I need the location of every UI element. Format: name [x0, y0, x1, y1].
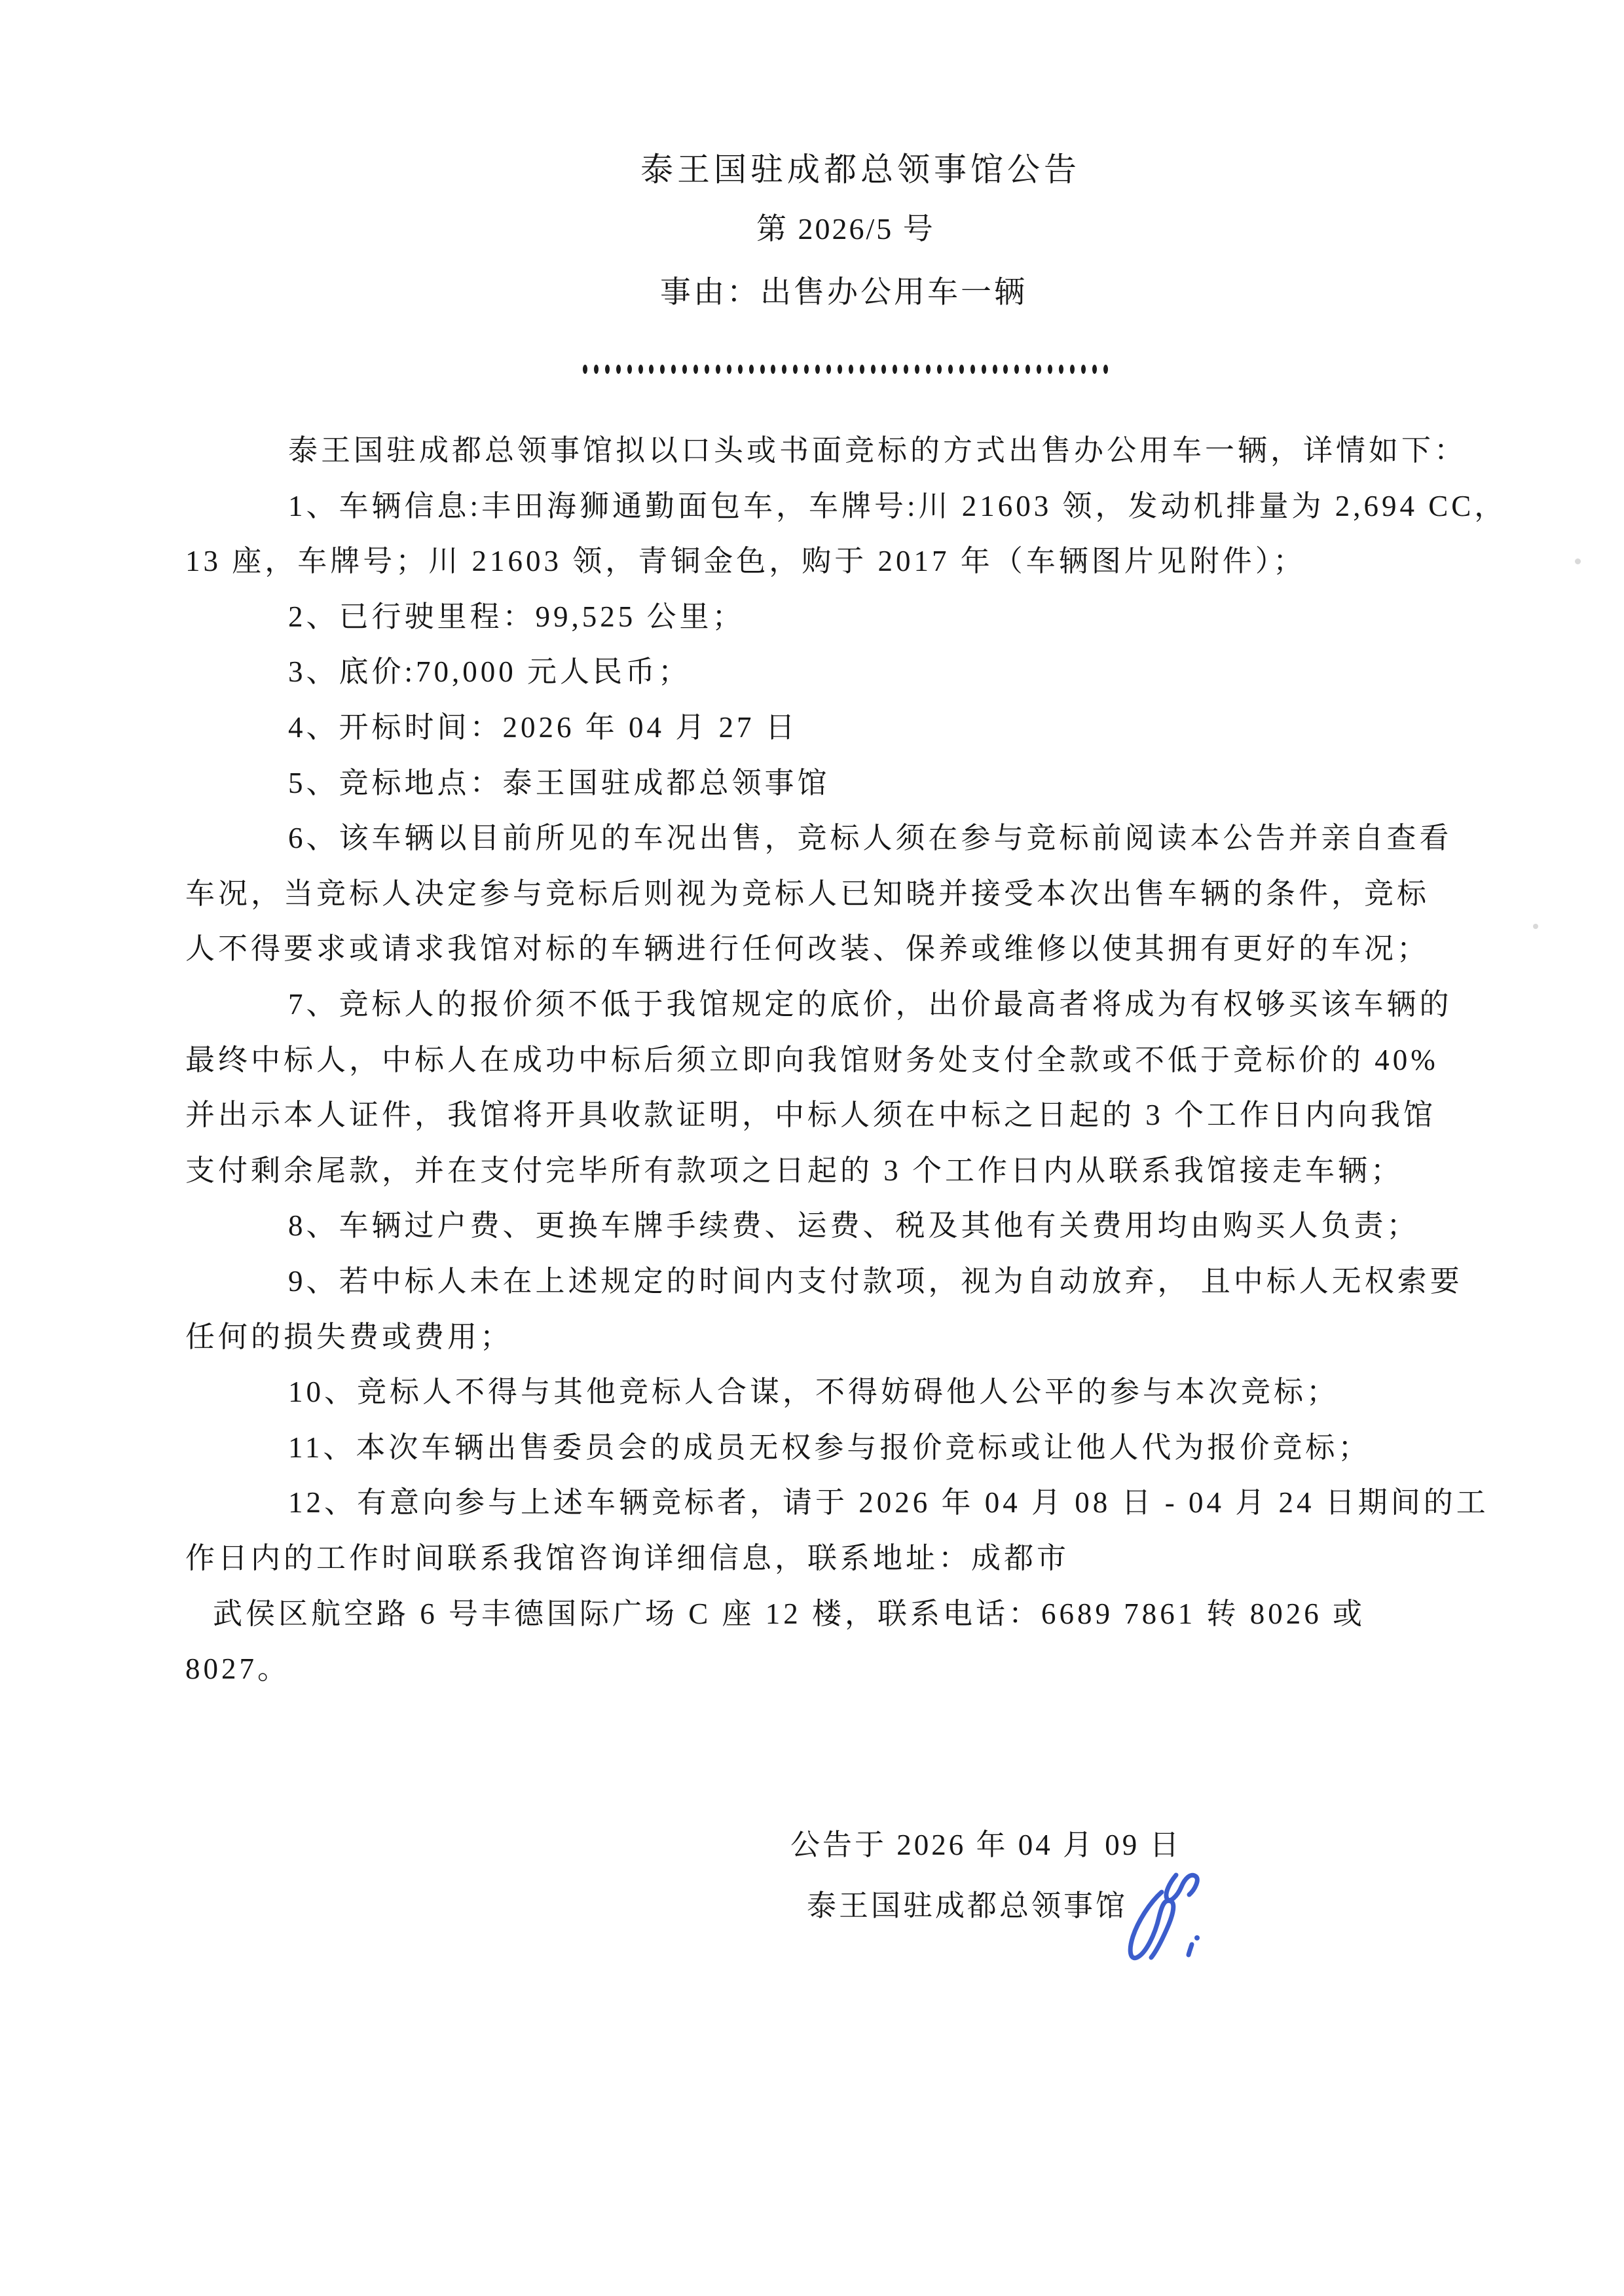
divider-dot: [1014, 365, 1019, 374]
divider-dot: [583, 365, 587, 374]
footer-date-line: 公告于 2026 年 04 月 09 日: [790, 1829, 1182, 1861]
divider-dot: [594, 365, 599, 374]
divider-dot: [804, 365, 809, 374]
divider-dot: [682, 365, 687, 374]
divider-dot: [1003, 365, 1008, 374]
page-title: 泰王国驻成都总领事馆公告: [640, 151, 1080, 188]
body-line: 人不得要求或请求我馆对标的车辆进行任何改装、保养或维修以使其拥有更好的车况；: [185, 932, 1430, 966]
divider-dot: [649, 365, 654, 374]
divider-dot: [959, 365, 964, 374]
divider-dot: [1059, 365, 1063, 374]
divider-dot: [671, 365, 676, 374]
body-line: 支付剩余尾款，并在支付完毕所有款项之日起的 3 个工作日内从联系我馆接走车辆；: [185, 1154, 1404, 1187]
body-line: 8027。: [185, 1652, 291, 1686]
body-line: 7、竞标人的报价须不低于我馆规定的底价，出价最高者将成为有权够买该车辆的: [288, 988, 1452, 1021]
divider-dot: [1037, 365, 1041, 374]
body-line: 1、车辆信息:丰田海狮通勤面包车，车牌号:川 21603 领，发动机排量为 2,694 CC，: [288, 489, 1507, 522]
body-line: 车况，当竞标人决定参与竞标后则视为竞标人已知晓并接受本次出售车辆的条件，竞标: [185, 877, 1430, 910]
body-line: 泰王国驻成都总领事馆拟以口头或书面竞标的方式出售办公用车一辆，详情如下：: [288, 434, 1467, 467]
divider-dot: [838, 365, 842, 374]
divider-dot: [1048, 365, 1052, 374]
dotted-divider: [583, 364, 1108, 374]
divider-dot: [705, 365, 709, 374]
divider-dot: [638, 365, 643, 374]
body-line: 任何的损失费或费用；: [185, 1320, 513, 1353]
divider-dot: [860, 365, 864, 374]
divider-dot: [881, 365, 886, 374]
body-line: 8、车辆过户费、更换车牌手续费、运费、税及其他有关费用均由购买人负责；: [288, 1209, 1420, 1243]
divider-dot: [760, 365, 765, 374]
divider-dot: [826, 365, 831, 374]
body-line: 4、开标时间：2026 年 04 月 27 日: [288, 711, 798, 744]
divider-dot: [793, 365, 798, 374]
body-line: 9、若中标人未在上述规定的时间内支付款项，视为自动放弃， 且中标人无权索要: [288, 1265, 1463, 1298]
body-line: 并出示本人证件，我馆将开具收款证明，中标人须在中标之日起的 3 个工作日内向我馆: [185, 1099, 1437, 1132]
divider-dot: [849, 365, 853, 374]
divider-dot: [716, 365, 720, 374]
body-line: 武侯区航空路 6 号丰德国际广场 C 座 12 楼，联系电话：6689 7861 转 8026 或: [213, 1597, 1366, 1630]
body-line: 作日内的工作时间联系我馆咨询详细信息，联系地址：成都市: [185, 1542, 1070, 1575]
body-line: 3、底价:70,000 元人民币；: [288, 655, 692, 689]
divider-dot: [738, 365, 743, 374]
body-line: 10、竞标人不得与其他竞标人合谋，不得妨碍他人公平的参与本次竞标；: [288, 1376, 1340, 1409]
body-line: 11、本次车辆出售委员会的成员无权参与报价竞标或让他人代为报价竞标；: [288, 1430, 1371, 1464]
document-subject: 事由：出售办公用车一辆: [660, 276, 1027, 310]
divider-dot: [616, 365, 621, 374]
divider-dot: [605, 365, 610, 374]
body-line: 6、该车辆以目前所见的车况出售，竞标人须在参与竞标前阅读本公告并亲自查看: [288, 822, 1452, 855]
divider-dot: [727, 365, 731, 374]
divider-dot: [1025, 365, 1030, 374]
body-line: 12、有意向参与上述车辆竞标者，请于 2026 年 04 月 08 日 - 04 月 24 日期间的工: [288, 1486, 1489, 1520]
divider-dot: [893, 365, 897, 374]
body-line: 5、竞标地点：泰王国驻成都总领事馆: [288, 766, 830, 799]
body-line: 13 座，车牌号；川 21603 领，青铜金色，购于 2017 年（车辆图片见附件）；: [185, 545, 1306, 578]
divider-dot: [749, 365, 754, 374]
divider-dot: [871, 365, 876, 374]
divider-dot: [1092, 365, 1097, 374]
divider-dot: [815, 365, 820, 374]
divider-dot: [970, 365, 975, 374]
handwritten-signature-icon: [1099, 1861, 1223, 1985]
scan-speck: [1533, 924, 1538, 929]
divider-dot: [937, 365, 942, 374]
document-number: 第 2026/5 号: [756, 212, 935, 246]
divider-dot: [771, 365, 775, 374]
divider-dot: [993, 365, 997, 374]
divider-dot: [1081, 365, 1086, 374]
scan-speck: [1575, 558, 1581, 564]
body-line: 2、已行驶里程：99,525 公里；: [288, 600, 745, 633]
divider-dot: [1070, 365, 1075, 374]
divider-dot: [782, 365, 786, 374]
footer-organization-line: 泰王国驻成都总领事馆: [807, 1889, 1128, 1922]
divider-dot: [904, 365, 908, 374]
divider-dot: [915, 365, 919, 374]
divider-dot: [1103, 365, 1108, 374]
body-line: 最终中标人，中标人在成功中标后须立即向我馆财务处支付全款或不低于竞标价的 40%: [185, 1043, 1439, 1076]
divider-dot: [693, 365, 698, 374]
divider-dot: [948, 365, 953, 374]
divider-dot: [982, 365, 986, 374]
divider-dot: [627, 365, 632, 374]
divider-dot: [926, 365, 931, 374]
divider-dot: [660, 365, 665, 374]
